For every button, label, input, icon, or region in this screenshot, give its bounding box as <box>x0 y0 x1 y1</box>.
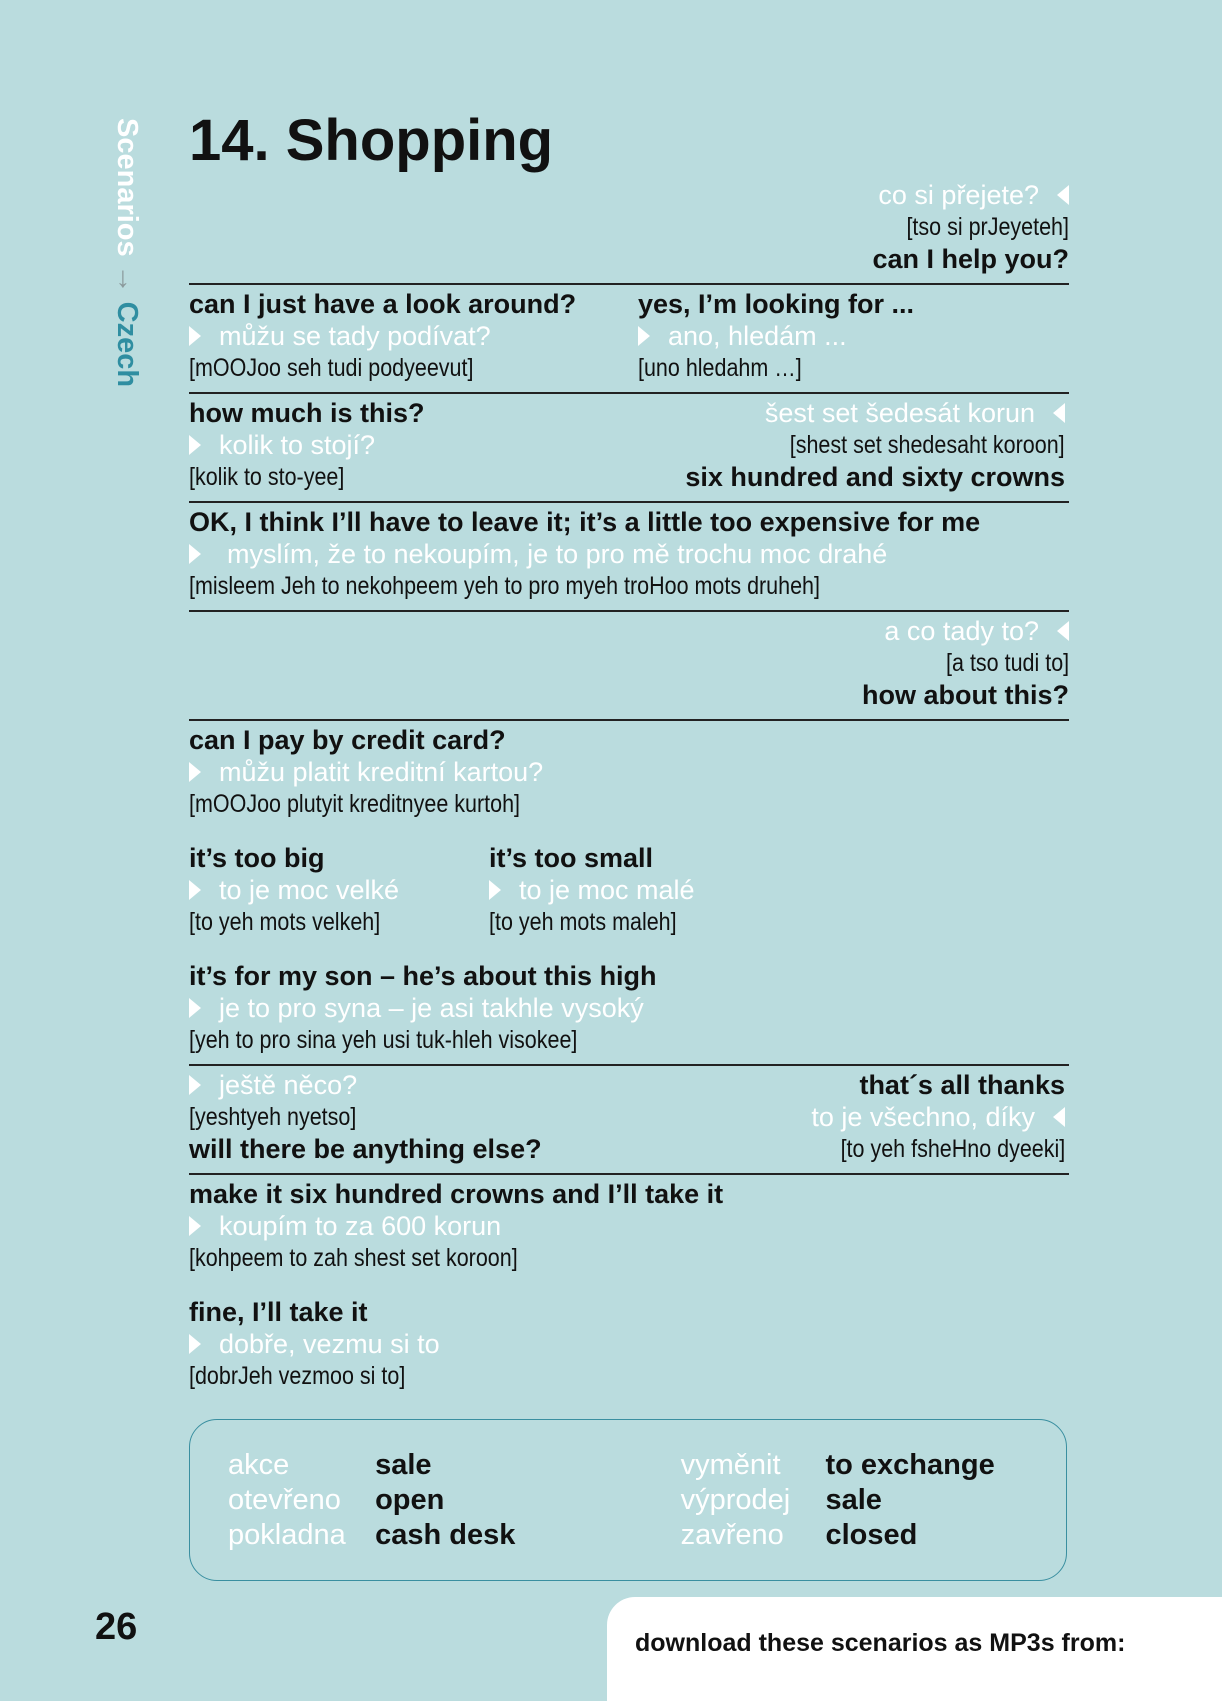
vocab-czech: vyměnit <box>680 1449 781 1481</box>
phrase-block-this <box>189 612 1069 721</box>
pronunciation: [uno hledahm …] <box>638 354 802 382</box>
czech-phrase: kolik to stojí? <box>189 429 425 461</box>
english-phrase: will there be anything else? <box>189 1134 542 1164</box>
sidebar-label <box>107 118 147 458</box>
phrase-left <box>189 288 638 384</box>
page-number: 26 <box>95 1606 138 1648</box>
vocab-english: open <box>375 1484 445 1516</box>
pronunciation: [mOOJoo seh tudi podyeevut] <box>189 354 474 382</box>
phrase-right <box>804 1069 1065 1165</box>
english-phrase: make it six hundred crowns and I’ll take it <box>189 1179 724 1209</box>
czech-phrase: ještě něco? <box>189 1069 542 1101</box>
pronunciation: [a tso tudi to] <box>945 649 1069 677</box>
vocab-czech: výprodej <box>680 1484 791 1516</box>
play-right-icon <box>189 326 201 346</box>
vocab-czech: akce <box>228 1449 290 1481</box>
play-left-icon <box>1053 1107 1065 1127</box>
vocab-row <box>228 1483 1066 1518</box>
czech-phrase: myslím, že to nekoupím, je to pro mě trochu moc drahé <box>189 538 1069 570</box>
play-right-icon <box>189 998 201 1018</box>
vocab-row <box>228 1518 1066 1553</box>
vocab-czech: otevřeno <box>228 1484 341 1516</box>
pronunciation: [kohpeem to zah shest set koroon] <box>189 1244 518 1272</box>
vocabulary-table <box>228 1448 1066 1553</box>
english-phrase: can I pay by credit card? <box>189 725 506 755</box>
pronunciation: [to yeh fsheHno dyeeki] <box>840 1135 1065 1163</box>
pronunciation: [yeshtyeh nyetso] <box>189 1103 357 1131</box>
phrase-fine <box>189 1296 1069 1392</box>
pronunciation: [dobrJeh vezmoo si to] <box>189 1362 406 1390</box>
pronunciation: [shest set shedesaht koroon] <box>790 431 1065 459</box>
play-right-icon <box>189 1334 201 1354</box>
phrase-block-price <box>189 394 1069 503</box>
phrase-block-leave <box>189 503 1069 612</box>
play-left-icon <box>1053 403 1065 423</box>
vocab-english: sale <box>825 1484 882 1516</box>
pronunciation: [misleem Jeh to nekohpeem yeh to pro myeh troHoo mots druheh] <box>189 572 820 600</box>
english-phrase: how much is this? <box>189 398 425 428</box>
play-right-icon <box>189 544 201 564</box>
phrase-block-look <box>189 285 1069 394</box>
phrase-six-hundred <box>189 1178 1069 1274</box>
phrase-block-group <box>189 721 1069 1066</box>
english-phrase: that´s all thanks <box>859 1070 1065 1100</box>
czech-phrase: a co tady to? <box>189 615 1069 647</box>
pronunciation: [mOOJoo plutyit kreditnyee kurtoh] <box>189 790 521 818</box>
czech-phrase: můžu platit kreditní kartou? <box>189 756 1069 788</box>
english-phrase: fine, I’ll take it <box>189 1297 368 1327</box>
vocab-czech: pokladna <box>228 1519 346 1551</box>
pronunciation: [to yeh mots maleh] <box>489 908 677 936</box>
vocab-english: sale <box>375 1449 432 1481</box>
play-right-icon <box>189 762 201 782</box>
phrase-for-son <box>189 960 1069 1056</box>
arrow-right-icon: → <box>111 264 143 294</box>
phrase-too-small <box>489 842 707 938</box>
english-phrase: how about this? <box>862 680 1069 710</box>
vocab-czech: zavřeno <box>680 1519 784 1551</box>
pronunciation: [tso si prJeyeteh] <box>906 213 1069 241</box>
english-phrase: can I just have a look around? <box>189 289 577 319</box>
phrase-block-anything-else <box>189 1066 1069 1175</box>
czech-phrase: to je moc malé <box>489 874 707 906</box>
pronunciation: [yeh to pro sina yeh usi tuk-hleh visokee] <box>189 1026 578 1054</box>
phrase-credit-card <box>189 724 1069 820</box>
english-phrase: yes, I’m looking for ... <box>638 289 915 319</box>
play-right-icon <box>638 326 650 346</box>
czech-phrase: dobře, vezmu si to <box>189 1328 1069 1360</box>
play-right-icon <box>189 1075 201 1095</box>
download-text: download these scenarios as MP3s from: <box>635 1629 1126 1657</box>
czech-phrase: ano, hledám ... <box>638 320 914 352</box>
english-phrase: OK, I think I’ll have to leave it; it’s a little too expensive for me <box>189 507 981 537</box>
english-phrase: it’s for my son – he’s about this high <box>189 961 657 991</box>
czech-phrase: můžu se tady podívat? <box>189 320 638 352</box>
phrase-right <box>685 397 1065 493</box>
play-right-icon <box>489 880 501 900</box>
vocab-english: cash desk <box>375 1519 516 1551</box>
play-right-icon <box>189 880 201 900</box>
english-phrase: six hundred and sixty crowns <box>685 462 1065 492</box>
english-phrase: can I help you? <box>872 244 1069 274</box>
phrase-left <box>189 1069 542 1165</box>
page-title: 14. Shopping <box>189 108 554 173</box>
czech-phrase: to je moc velké <box>189 874 489 906</box>
phrase-size-pair <box>189 842 1069 938</box>
phrase-right <box>638 288 914 384</box>
vocabulary-box <box>189 1419 1067 1581</box>
phrase-block-take-it <box>189 1175 1069 1400</box>
play-right-icon <box>189 1216 201 1236</box>
phrase-left <box>189 397 425 493</box>
czech-phrase: co si přejete? <box>189 179 1069 211</box>
czech-phrase: to je všechno, díky <box>804 1101 1065 1133</box>
czech-phrase: koupím to za 600 korun <box>189 1210 1069 1242</box>
phrase-block-help <box>189 176 1069 285</box>
vocab-english: to exchange <box>825 1449 995 1481</box>
play-right-icon <box>189 435 201 455</box>
play-left-icon <box>1057 621 1069 641</box>
czech-phrase: je to pro syna – je asi takhle vysoký <box>189 992 1069 1024</box>
sidebar-scenarios: Scenarios <box>111 118 143 257</box>
play-left-icon <box>1057 185 1069 205</box>
vocab-row <box>228 1448 1066 1483</box>
english-phrase: it’s too small <box>489 843 654 873</box>
sidebar-czech: Czech <box>111 301 143 388</box>
download-banner <box>607 1597 1222 1701</box>
phrase-list <box>189 176 1069 1400</box>
vocab-english: closed <box>825 1519 918 1551</box>
pronunciation: [kolik to sto-yee] <box>189 463 345 491</box>
pronunciation: [to yeh mots velkeh] <box>189 908 381 936</box>
czech-phrase: šest set šedesát korun <box>685 397 1065 429</box>
english-phrase: it’s too big <box>189 843 325 873</box>
phrase-too-big <box>189 842 489 938</box>
